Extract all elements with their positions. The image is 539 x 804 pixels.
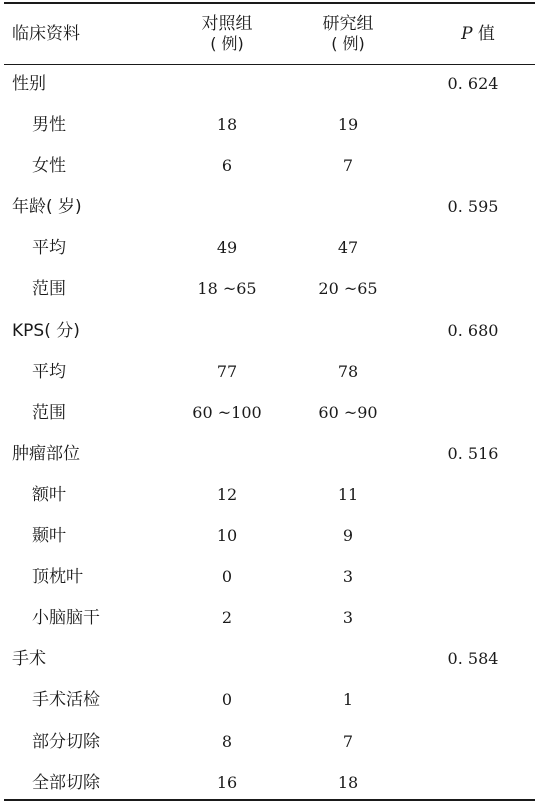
table-row (0, 393, 539, 434)
header-control-group (187, 14, 267, 54)
row-label: 平均 (32, 238, 66, 259)
row-label: 全部切除 (32, 772, 100, 793)
row-label: 男性 (32, 115, 66, 136)
table-row (0, 269, 539, 310)
control-group-value: 2 (221, 608, 233, 628)
header-clinical-data: 临床资料 (12, 24, 80, 44)
control-group-value: 49 (216, 238, 238, 258)
row-label: 小脑脑干 (32, 608, 100, 629)
table-row (0, 722, 539, 763)
header-control-group-unit: ( 例) (210, 34, 244, 53)
row-label: 年龄( 岁) (12, 197, 82, 218)
row-label: 颞叶 (32, 526, 66, 547)
control-group-value: 18 ~65 (197, 279, 257, 299)
p-value: 0. 624 (447, 74, 499, 93)
study-group-value: 18 (337, 772, 359, 792)
table-row (0, 598, 539, 639)
study-group-value: 20 ~65 (318, 279, 378, 299)
row-label: 肿瘤部位 (12, 443, 80, 464)
control-group-value: 8 (221, 731, 233, 751)
study-group-value: 9 (342, 526, 354, 546)
row-label: 性别 (12, 74, 46, 94)
study-group-value: 19 (337, 115, 359, 135)
row-label: KPS( 分) (12, 320, 80, 341)
p-value: 0. 680 (447, 320, 499, 340)
table-row (0, 105, 539, 146)
table-row (0, 680, 539, 721)
header-p-value (438, 24, 518, 44)
control-group-value: 60 ~100 (192, 402, 262, 422)
row-label: 部分切除 (32, 731, 100, 752)
control-group-value: 77 (216, 361, 238, 381)
study-group-value: 7 (342, 731, 354, 751)
row-label: 手术 (12, 649, 46, 670)
row-label: 范围 (32, 402, 66, 423)
header-p-symbol: P (461, 24, 473, 44)
study-group-value: 1 (342, 690, 354, 710)
table-row (0, 352, 539, 393)
control-group-value: 10 (216, 526, 238, 546)
control-group-value: 16 (216, 772, 238, 792)
table-row (0, 146, 539, 187)
row-label: 顶枕叶 (32, 567, 83, 588)
row-label: 女性 (32, 156, 66, 177)
control-group-value: 0 (221, 690, 233, 710)
study-group-value: 78 (337, 361, 359, 381)
row-label: 手术活检 (32, 690, 100, 711)
study-group-value: 3 (342, 567, 354, 587)
table-group-row (0, 639, 539, 680)
table-row (0, 228, 539, 269)
study-group-value: 11 (337, 484, 359, 504)
study-group-value: 7 (342, 156, 354, 176)
table-header (0, 4, 539, 64)
study-group-value: 60 ~90 (318, 402, 378, 422)
row-label: 范围 (32, 279, 66, 300)
header-study-group-title: 研究组 (322, 14, 374, 34)
study-group-value: 3 (342, 608, 354, 628)
table-group-row (0, 434, 539, 475)
table-group-row (0, 311, 539, 352)
control-group-value: 12 (216, 484, 238, 504)
row-label: 额叶 (32, 484, 66, 505)
control-group-value: 18 (216, 115, 238, 135)
p-value: 0. 595 (447, 197, 499, 217)
header-study-group (308, 14, 388, 54)
header-p-label: 值 (472, 24, 495, 44)
row-label: 平均 (32, 361, 66, 382)
table-row (0, 475, 539, 516)
control-group-value: 6 (221, 156, 233, 176)
table-row (0, 557, 539, 598)
p-value: 0. 516 (447, 443, 499, 463)
header-study-group-unit: ( 例) (331, 34, 365, 53)
study-group-value: 47 (337, 238, 359, 258)
control-group-value: 0 (221, 567, 233, 587)
table-body (0, 64, 539, 804)
p-value: 0. 584 (447, 649, 499, 669)
table-row (0, 516, 539, 557)
table-group-row (0, 64, 539, 105)
header-control-group-title: 对照组 (201, 14, 253, 34)
table-group-row (0, 187, 539, 228)
table-row (0, 763, 539, 804)
table-bottom-rule (4, 799, 535, 801)
